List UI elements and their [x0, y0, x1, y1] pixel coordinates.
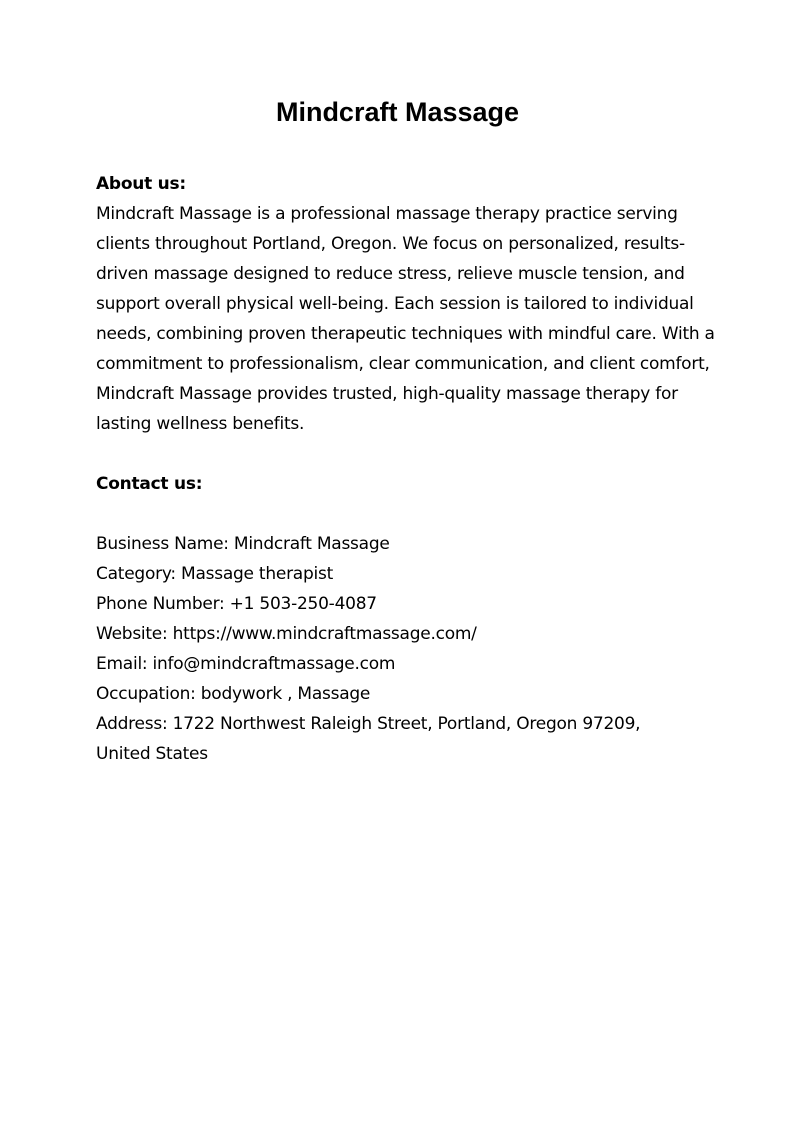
about-heading: About us:	[96, 174, 186, 194]
business-name-line: Business Name: Mindcraft Massage	[96, 534, 390, 554]
email-line: Email: info@mindcraftmassage.com	[96, 654, 396, 674]
about-paragraph: Mindcraft Massage is a professional massage therapy practice serving clients throughout Portland, Oregon. We focus on personalized, results-driven massage designed to reduce stress, relieve muscle tension, and support overall physical well-being. Each session is tailored to individual needs, combining proven therapeutic techniques with mindful care. With a commitment to professionalism, clear communication, and client comfort, Mindcraft Massage provides trusted, high-quality massage therapy for lasting wellness benefits.	[96, 204, 715, 434]
page-title: Mindcraft Massage	[275, 97, 520, 127]
section-spacer	[96, 439, 716, 469]
contact-details	[96, 529, 716, 769]
document-body	[96, 169, 716, 769]
address-line: Address: 1722 Northwest Raleigh Street, Portland, Oregon 97209, United States	[96, 714, 641, 764]
website-line: Website: https://www.mindcraftmassage.com/	[96, 624, 477, 644]
category-line: Category: Massage therapist	[96, 564, 334, 584]
phone-line: Phone Number: +1 503-250-4087	[96, 594, 377, 614]
section-spacer	[96, 499, 716, 529]
contact-heading: Contact us:	[96, 474, 203, 494]
occupation-line: Occupation: bodywork , Massage	[96, 684, 371, 704]
